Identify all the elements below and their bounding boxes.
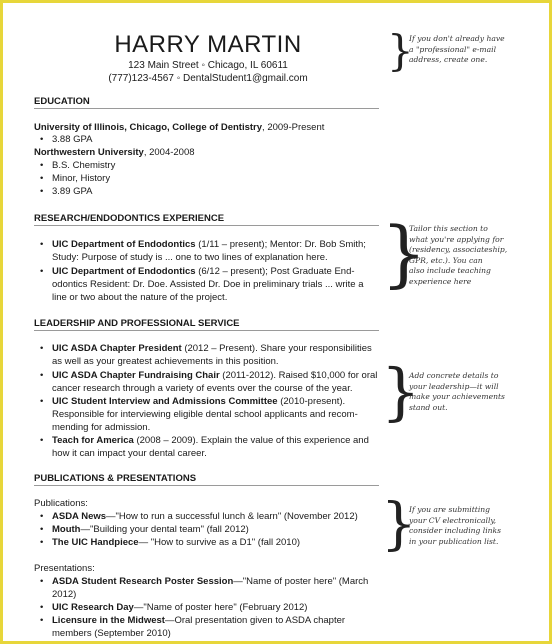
section-title-education: EDUCATION xyxy=(34,96,90,107)
publication-item-3: • The UIC Handpiece— "How to survive as a D1" (fall 2010) xyxy=(52,537,300,548)
section-title-research: RESEARCH/ENDODONTICS EXPERIENCE xyxy=(34,213,225,224)
contact-address: 123 Main Street ◦ Chicago, IL 60611 xyxy=(128,60,288,71)
education-uic: University of Illinois, Chicago, College of Dentistry, 2009-Present xyxy=(34,122,325,133)
brace-email: } xyxy=(387,26,414,75)
education-northwestern: Northwestern University, 2004-2008 xyxy=(34,147,195,158)
leadership-item-3: • UIC Student Interview and Admissions Committee (2010-present). xyxy=(52,396,345,407)
resume-page xyxy=(3,3,549,641)
presentation-item-3: • Licensure in the Midwest—Oral presentation given to ASDA chapter xyxy=(52,615,345,626)
section-title-publications: PUBLICATIONS & PRESENTATIONS xyxy=(34,473,197,484)
research-item-2: • UIC Department of Endodontics (6/12 – present); Post Graduate End- xyxy=(52,266,355,277)
leadership-item-1-line-2: as well as your greatest achievements in this position. xyxy=(52,356,279,367)
leadership-item-3-line-3: mending for admission. xyxy=(52,422,151,433)
leadership-item-1: • UIC ASDA Chapter President (2012 – Present). Share your responsibilities xyxy=(52,343,372,354)
contact-phone-email: (777)123-4567 ◦ DentalStudent1@gmail.com xyxy=(108,73,308,84)
research-item-2-line-3: line or two about the nature of the project. xyxy=(52,292,228,303)
note-research: Tailor this section to what you're applying for (residency, associateship, GPR, etc.). You can also include teaching experience here xyxy=(409,224,508,286)
presentation-item-2: • UIC Research Day—"Name of poster here" (February 2012) xyxy=(52,602,307,613)
leadership-item-3-line-2: Responsible for interviewing eligible dental school applicants and recom- xyxy=(52,409,358,420)
presentation-item-3-line-2: members (September 2010) xyxy=(52,628,171,639)
section-rule xyxy=(34,485,379,486)
list-item: • Minor, History xyxy=(52,173,110,184)
leadership-item-4: • Teach for America (2008 – 2009). Explain the value of this experience and xyxy=(52,435,369,446)
brace-leadership: } xyxy=(381,355,421,428)
presentation-item-1-line-2: 2012) xyxy=(52,589,77,600)
brace-publications: } xyxy=(381,492,417,557)
section-title-leadership: LEADERSHIP AND PROFESSIONAL SERVICE xyxy=(34,318,240,329)
list-item: • B.S. Chemistry xyxy=(52,160,115,171)
note-publications: If you are submitting your CV electronically, consider including links in your publication list. xyxy=(409,505,502,546)
research-item-1-line-2: Study: Purpose of study is ... one to two lines of explanation here. xyxy=(52,252,328,263)
research-item-2-line-2: odontics Resident: Dr. Doe. Assisted Dr. Doe in preliminary trials ... write a xyxy=(52,279,364,290)
list-item: • 3.89 GPA xyxy=(52,186,93,197)
presentations-label: Presentations: xyxy=(34,563,95,574)
publication-item-2: • Mouth—"Building your dental team" (fall 2012) xyxy=(52,524,249,535)
section-rule xyxy=(34,108,379,109)
research-item-1: • UIC Department of Endodontics (1/11 – present); Mentor: Dr. Bob Smith; xyxy=(52,239,366,250)
section-rule xyxy=(34,330,379,331)
publication-item-1: • ASDA News—"How to run a successful lunch & learn" (November 2012) xyxy=(52,511,358,522)
leadership-item-4-line-2: how it can impact your dental career. xyxy=(52,448,207,459)
publications-label: Publications: xyxy=(34,498,88,509)
list-item: • 3.88 GPA xyxy=(52,134,93,145)
leadership-item-2-line-2: cancer research through a variety of events over the course of the year. xyxy=(52,383,353,394)
section-rule xyxy=(34,225,379,226)
note-email: If you don't already have a "professional" e-mail address, create one. xyxy=(409,34,505,64)
presentation-item-1: • ASDA Student Research Poster Session—"Name of poster here" (March xyxy=(52,576,368,587)
resume-name: HARRY MARTIN xyxy=(114,31,302,58)
note-leadership: Add concrete details to your leadership—it will make your achievements stand out. xyxy=(409,371,505,412)
leadership-item-2: • UIC ASDA Chapter Fundraising Chair (2011-2012). Raised $10,000 for oral xyxy=(52,370,377,381)
brace-research: } xyxy=(381,211,427,295)
